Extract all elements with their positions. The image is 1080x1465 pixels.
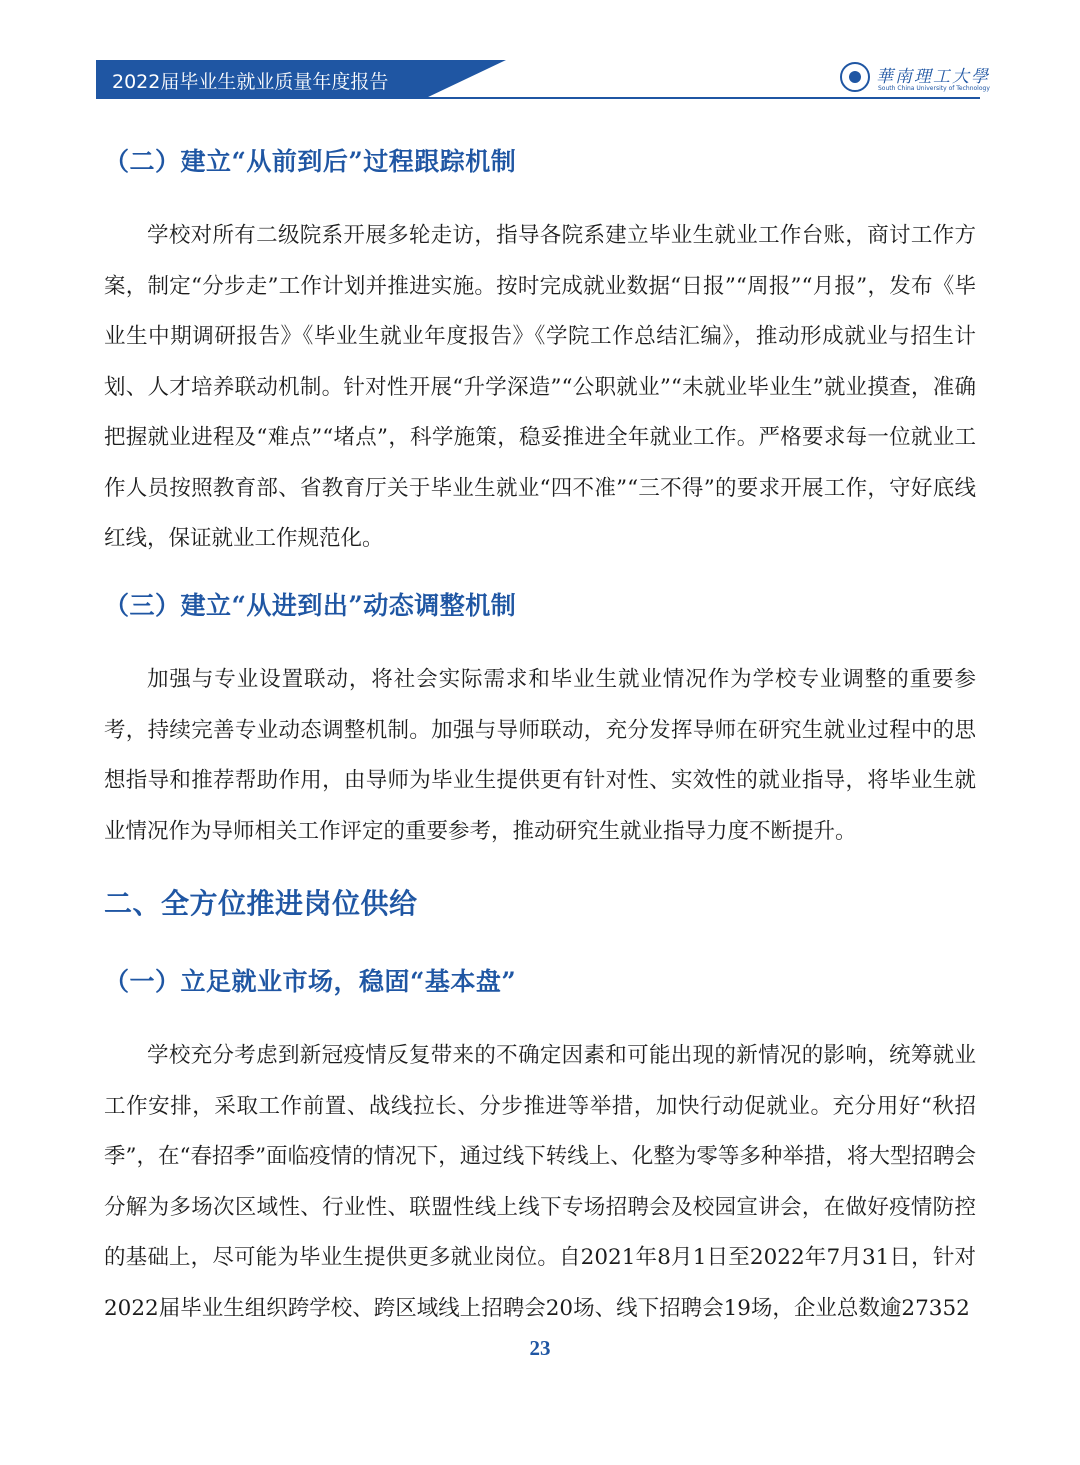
university-logo	[840, 62, 990, 96]
section-2-paragraph: 学校对所有二级院系开展多轮走访，指导各院系建立毕业生就业工作台账，商讨工作方案，制定“分步走”工作计划并推进实施。按时完成就业数据“日报”“周报”“月报”，发布《毕业生中期调研报告》《毕业生就业年度报告》《学院工作总结汇编》，推动形成就业与招生计划、人才培养联动机制。针对性开展“升学深造”“公职就业”“未就业毕业生”就业摸查，准确把握就业进程及“难点”“堵点”，科学施策，稳妥推进全年就业工作。严格要求每一位就业工作人员按照教育部、省教育厅关于毕业生就业“四不准”“三不得”的要求开展工作，守好底线红线，保证就业工作规范化。	[104, 223, 976, 551]
section-heading-3: （三）建立“从进到出”动态调整机制	[104, 591, 517, 620]
university-seal-icon	[840, 62, 870, 92]
subsection-1-paragraph: 学校充分考虑到新冠疫情反复带来的不确定因素和可能出现的新情况的影响，统筹就业工作安排，采取工作前置、战线拉长、分步推进等举措，加快行动促就业。充分用好“秋招季”，在“春招季”面临疫情的情况下，通过线下转线上、化整为零等多种举措，将大型招聘会分解为多场次区域性、行业性、联盟性线上线下专场招聘会及校园宣讲会，在做好疫情防控的基础上，尽可能为毕业生提供更多就业岗位。自2021年8月1日至2022年7月31日，针对2022届毕业生组织跨学校、跨区域线上招聘会20场、线下招聘会19场，企业总数逾27352	[104, 1043, 976, 1321]
section-3-paragraph: 加强与专业设置联动，将社会实际需求和毕业生就业情况作为学校专业调整的重要参考，持续完善专业动态调整机制。加强与导师联动，充分发挥导师在研究生就业过程中的思想指导和推荐帮助作用，由导师为毕业生提供更有针对性、实效性的就业指导，将毕业生就业情况作为导师相关工作评定的重要参考，推动研究生就业指导力度不断提升。	[104, 667, 976, 844]
section-heading-2: （二）建立“从前到后”过程跟踪机制	[104, 147, 517, 176]
report-title: 2022届毕业生就业质量年度报告	[112, 71, 389, 93]
header-band-tip	[426, 60, 506, 98]
page-number: 23	[529, 1336, 551, 1360]
header-rule	[96, 97, 980, 99]
subsection-heading-1: （一）立足就业市场，稳固“基本盘”	[104, 967, 517, 996]
page-header	[96, 60, 990, 100]
part-heading-2: 二、全方位推进岗位供给	[104, 887, 418, 920]
logo-english-name: South China University of Technology	[878, 85, 990, 92]
logo-chinese-name: 華南理工大學	[876, 67, 990, 87]
